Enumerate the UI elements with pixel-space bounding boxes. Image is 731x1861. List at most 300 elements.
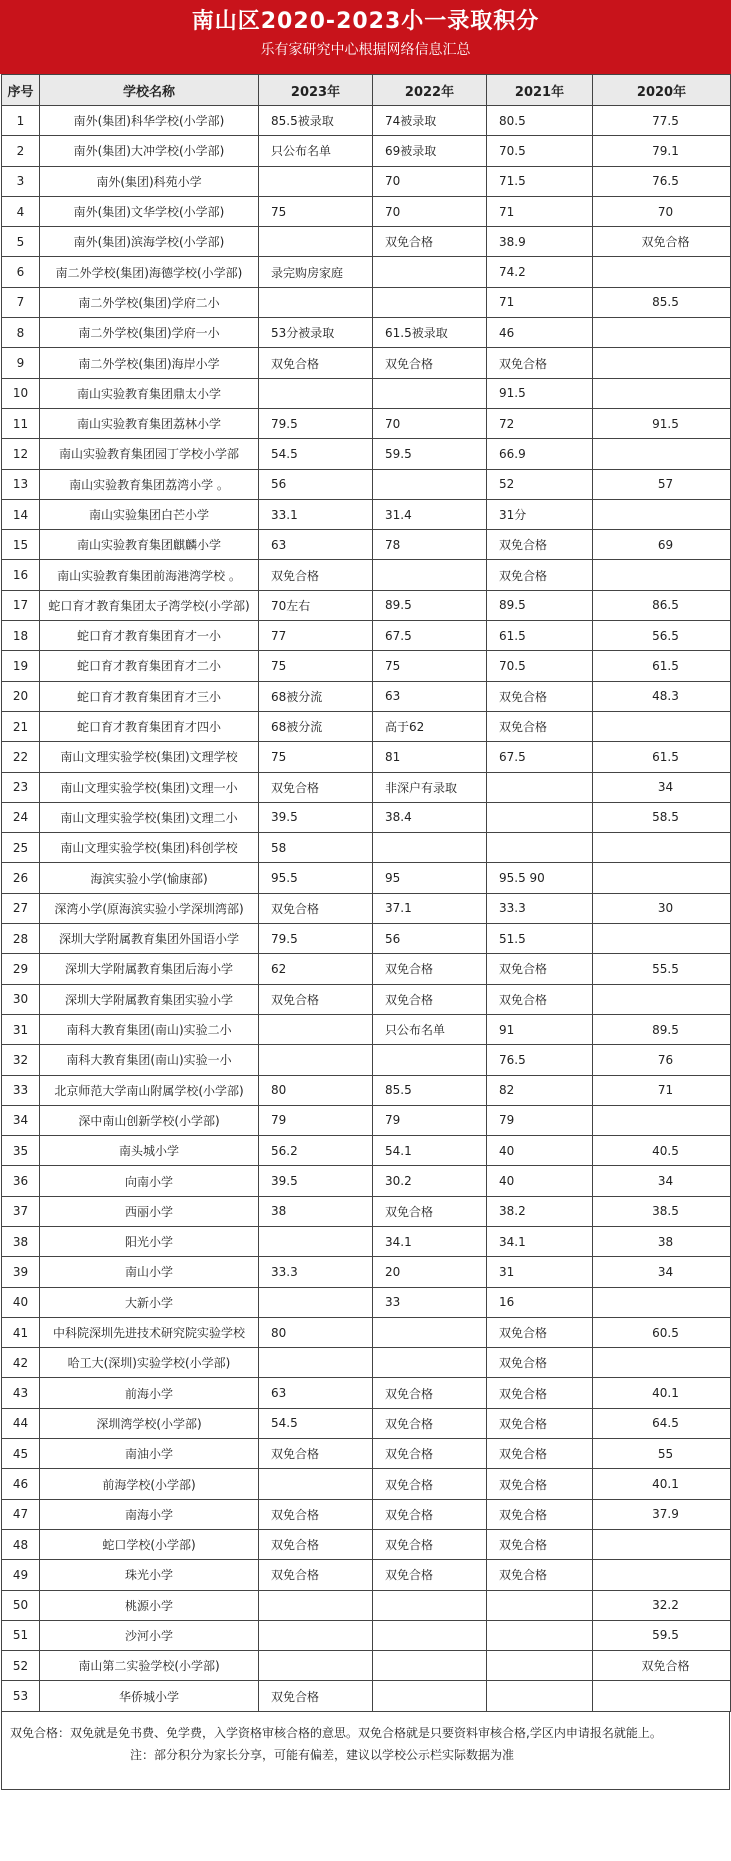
- cell-2022: 63: [373, 681, 487, 711]
- cell-2020: 34: [593, 1166, 731, 1196]
- cell-no: 37: [2, 1196, 40, 1226]
- cell-2023: 79.5: [259, 924, 373, 954]
- cell-2020: 30: [593, 893, 731, 923]
- cell-2020: 48.3: [593, 681, 731, 711]
- cell-2021: 71: [487, 287, 593, 317]
- table-row: [2, 833, 731, 863]
- table-row: [2, 439, 731, 469]
- cell-2022: [373, 1681, 487, 1711]
- cell-school: 南外(集团)文华学校(小学部): [40, 196, 259, 226]
- cell-2021: 双免合格: [487, 530, 593, 560]
- cell-school: 南山实验教育集团园丁学校小学部: [40, 439, 259, 469]
- table-row: [2, 1469, 731, 1499]
- cell-2023: 79.5: [259, 408, 373, 438]
- cell-no: 47: [2, 1499, 40, 1529]
- col-header-2023: 2023年: [259, 75, 373, 106]
- cell-2022: 69被录取: [373, 136, 487, 166]
- cell-2022: 只公布名单: [373, 1014, 487, 1044]
- cell-no: 46: [2, 1469, 40, 1499]
- cell-2020: 56.5: [593, 621, 731, 651]
- cell-school: 南山文理实验学校(集团)文理学校: [40, 742, 259, 772]
- cell-school: 深圳大学附属教育集团实验小学: [40, 984, 259, 1014]
- cell-school: 南油小学: [40, 1439, 259, 1469]
- cell-2021: [487, 772, 593, 802]
- cell-2021: 80.5: [487, 106, 593, 136]
- cell-school: 南二外学校(集团)学府二小: [40, 287, 259, 317]
- table-row: [2, 893, 731, 923]
- cell-2022: 双免合格: [373, 1529, 487, 1559]
- table-row: [2, 621, 731, 651]
- cell-school: 深湾小学(原海滨实验小学深圳湾部): [40, 893, 259, 923]
- cell-2020: [593, 1681, 731, 1711]
- cell-2021: 70.5: [487, 651, 593, 681]
- cell-2023: 双免合格: [259, 1681, 373, 1711]
- cell-2021: 双免合格: [487, 1469, 593, 1499]
- cell-2021: 31: [487, 1257, 593, 1287]
- table-row: [2, 711, 731, 741]
- cell-2021: 76.5: [487, 1045, 593, 1075]
- cell-no: 19: [2, 651, 40, 681]
- cell-2022: 67.5: [373, 621, 487, 651]
- cell-2021: 双免合格: [487, 1529, 593, 1559]
- table-row: [2, 106, 731, 136]
- cell-school: 南外(集团)科苑小学: [40, 166, 259, 196]
- cell-2021: 38.2: [487, 1196, 593, 1226]
- table-row: [2, 408, 731, 438]
- table-row: [2, 1257, 731, 1287]
- cell-school: 南山文理实验学校(集团)文理一小: [40, 772, 259, 802]
- cell-school: 哈工大(深圳)实验学校(小学部): [40, 1348, 259, 1378]
- cell-no: 6: [2, 257, 40, 287]
- cell-no: 24: [2, 802, 40, 832]
- cell-2023: 双免合格: [259, 772, 373, 802]
- cell-2021: 46: [487, 318, 593, 348]
- cell-2020: 55.5: [593, 954, 731, 984]
- cell-2023: [259, 1590, 373, 1620]
- cell-2022: 33: [373, 1287, 487, 1317]
- cell-no: 33: [2, 1075, 40, 1105]
- cell-2022: 61.5被录取: [373, 318, 487, 348]
- cell-school: 南头城小学: [40, 1136, 259, 1166]
- cell-school: 蛇口学校(小学部): [40, 1529, 259, 1559]
- cell-no: 9: [2, 348, 40, 378]
- cell-no: 38: [2, 1226, 40, 1256]
- cell-2023: [259, 287, 373, 317]
- cell-2020: 86.5: [593, 590, 731, 620]
- cell-2023: [259, 1348, 373, 1378]
- cell-school: 深圳湾学校(小学部): [40, 1408, 259, 1438]
- cell-school: 蛇口育才教育集团育才三小: [40, 681, 259, 711]
- cell-2023: 双免合格: [259, 1529, 373, 1559]
- cell-school: 深中南山创新学校(小学部): [40, 1105, 259, 1135]
- footer-notes: [1, 1712, 730, 1790]
- cell-2021: 52: [487, 469, 593, 499]
- cell-2020: 60.5: [593, 1317, 731, 1347]
- cell-2023: [259, 1469, 373, 1499]
- cell-2022: 双免合格: [373, 1439, 487, 1469]
- table-row: [2, 1651, 731, 1681]
- table-row: [2, 560, 731, 590]
- cell-2021: 双免合格: [487, 1348, 593, 1378]
- cell-2023: 录完购房家庭: [259, 257, 373, 287]
- cell-no: 11: [2, 408, 40, 438]
- table-row: [2, 1166, 731, 1196]
- cell-2023: 79: [259, 1105, 373, 1135]
- cell-2020: 77.5: [593, 106, 731, 136]
- cell-2023: 38: [259, 1196, 373, 1226]
- cell-no: 7: [2, 287, 40, 317]
- cell-school: 沙河小学: [40, 1620, 259, 1650]
- table-row: [2, 590, 731, 620]
- cell-school: 蛇口育才教育集团育才一小: [40, 621, 259, 651]
- table-row: [2, 1287, 731, 1317]
- col-header-school: 学校名称: [40, 75, 259, 106]
- cell-2022: 双免合格: [373, 348, 487, 378]
- cell-no: 28: [2, 924, 40, 954]
- cell-2020: 58.5: [593, 802, 731, 832]
- cell-2021: [487, 833, 593, 863]
- cell-2022: 30.2: [373, 1166, 487, 1196]
- cell-2020: 40.1: [593, 1469, 731, 1499]
- cell-2022: [373, 287, 487, 317]
- cell-2021: 79: [487, 1105, 593, 1135]
- cell-no: 40: [2, 1287, 40, 1317]
- header-banner: [0, 0, 731, 74]
- col-header-2020: 2020年: [593, 75, 731, 106]
- cell-school: 南科大教育集团(南山)实验二小: [40, 1014, 259, 1044]
- cell-no: 5: [2, 227, 40, 257]
- cell-2020: 32.2: [593, 1590, 731, 1620]
- table-row: [2, 348, 731, 378]
- table-row: [2, 318, 731, 348]
- cell-school: 华侨城小学: [40, 1681, 259, 1711]
- cell-school: 南科大教育集团(南山)实验一小: [40, 1045, 259, 1075]
- cell-2020: [593, 711, 731, 741]
- cell-no: 53: [2, 1681, 40, 1711]
- cell-2023: 39.5: [259, 1166, 373, 1196]
- cell-school: 南山实验教育集团前海港湾学校 。: [40, 560, 259, 590]
- cell-2020: 85.5: [593, 287, 731, 317]
- cell-school: 海滨实验小学(愉康部): [40, 863, 259, 893]
- cell-no: 25: [2, 833, 40, 863]
- cell-2021: 71: [487, 196, 593, 226]
- cell-2023: 双免合格: [259, 1499, 373, 1529]
- table-row: [2, 287, 731, 317]
- cell-2021: 双免合格: [487, 711, 593, 741]
- table-row: [2, 1439, 731, 1469]
- cell-2022: [373, 1045, 487, 1075]
- cell-school: 南二外学校(集团)海德学校(小学部): [40, 257, 259, 287]
- cell-2021: [487, 1681, 593, 1711]
- cell-2023: [259, 166, 373, 196]
- cell-2020: 69: [593, 530, 731, 560]
- cell-2022: 双免合格: [373, 1196, 487, 1226]
- cell-2021: [487, 1651, 593, 1681]
- cell-2020: 38.5: [593, 1196, 731, 1226]
- cell-2022: 31.4: [373, 499, 487, 529]
- cell-no: 12: [2, 439, 40, 469]
- cell-2020: [593, 1529, 731, 1559]
- table-row: [2, 1014, 731, 1044]
- cell-2022: 85.5: [373, 1075, 487, 1105]
- cell-2023: 33.1: [259, 499, 373, 529]
- cell-school: 阳光小学: [40, 1226, 259, 1256]
- page-title: 南山区2020-2023小一录取积分: [191, 9, 540, 34]
- cell-2022: 75: [373, 651, 487, 681]
- cell-2022: 双免合格: [373, 954, 487, 984]
- table-row: [2, 166, 731, 196]
- cell-2021: 66.9: [487, 439, 593, 469]
- cell-2023: 63: [259, 530, 373, 560]
- cell-2023: 62: [259, 954, 373, 984]
- scores-table: [1, 74, 731, 1712]
- cell-2023: 75: [259, 742, 373, 772]
- cell-2021: 95.5 90: [487, 863, 593, 893]
- cell-2020: 55: [593, 1439, 731, 1469]
- cell-school: 北京师范大学南山附属学校(小学部): [40, 1075, 259, 1105]
- cell-school: 南外(集团)滨海学校(小学部): [40, 227, 259, 257]
- cell-2021: 70.5: [487, 136, 593, 166]
- cell-2021: 34.1: [487, 1226, 593, 1256]
- cell-2021: 91: [487, 1014, 593, 1044]
- table-row: [2, 1378, 731, 1408]
- cell-2021: 31分: [487, 499, 593, 529]
- cell-school: 南二外学校(集团)学府一小: [40, 318, 259, 348]
- cell-2020: 61.5: [593, 742, 731, 772]
- cell-2023: 双免合格: [259, 984, 373, 1014]
- cell-2023: 54.5: [259, 1408, 373, 1438]
- table-row: [2, 1226, 731, 1256]
- cell-school: 桃源小学: [40, 1590, 259, 1620]
- cell-no: 2: [2, 136, 40, 166]
- col-header-2021: 2021年: [487, 75, 593, 106]
- cell-2023: [259, 1620, 373, 1650]
- cell-no: 42: [2, 1348, 40, 1378]
- cell-2020: [593, 924, 731, 954]
- cell-no: 16: [2, 560, 40, 590]
- cell-2020: 38: [593, 1226, 731, 1256]
- cell-2023: 双免合格: [259, 560, 373, 590]
- table-row: [2, 681, 731, 711]
- table-row: [2, 1560, 731, 1590]
- cell-2023: [259, 1651, 373, 1681]
- cell-2022: [373, 1620, 487, 1650]
- cell-2020: [593, 1105, 731, 1135]
- cell-no: 51: [2, 1620, 40, 1650]
- cell-2022: 双免合格: [373, 1560, 487, 1590]
- cell-2020: 64.5: [593, 1408, 731, 1438]
- cell-school: 南外(集团)科华学校(小学部): [40, 106, 259, 136]
- cell-school: 蛇口育才教育集团育才二小: [40, 651, 259, 681]
- cell-2021: 双免合格: [487, 1408, 593, 1438]
- cell-2023: 75: [259, 196, 373, 226]
- cell-no: 21: [2, 711, 40, 741]
- cell-no: 34: [2, 1105, 40, 1135]
- cell-2021: 双免合格: [487, 560, 593, 590]
- cell-no: 4: [2, 196, 40, 226]
- cell-2022: 54.1: [373, 1136, 487, 1166]
- cell-school: 南山实验教育集团荔湾小学 。: [40, 469, 259, 499]
- table-row: [2, 1529, 731, 1559]
- table-row: [2, 924, 731, 954]
- cell-2021: 双免合格: [487, 984, 593, 1014]
- cell-school: 蛇口育才教育集团太子湾学校(小学部): [40, 590, 259, 620]
- cell-2022: [373, 560, 487, 590]
- cell-2022: 81: [373, 742, 487, 772]
- cell-2020: [593, 378, 731, 408]
- cell-school: 南山文理实验学校(集团)文理二小: [40, 802, 259, 832]
- cell-2020: 双免合格: [593, 227, 731, 257]
- cell-no: 27: [2, 893, 40, 923]
- cell-2021: 91.5: [487, 378, 593, 408]
- table-row: [2, 802, 731, 832]
- col-header-2022: 2022年: [373, 75, 487, 106]
- cell-2021: 40: [487, 1166, 593, 1196]
- table-row: [2, 742, 731, 772]
- table-row: [2, 1317, 731, 1347]
- cell-no: 26: [2, 863, 40, 893]
- cell-2022: [373, 257, 487, 287]
- cell-school: 中科院深圳先进技术研究院实验学校: [40, 1317, 259, 1347]
- cell-2023: 双免合格: [259, 1439, 373, 1469]
- cell-school: 南外(集团)大冲学校(小学部): [40, 136, 259, 166]
- cell-school: 南二外学校(集团)海岸小学: [40, 348, 259, 378]
- cell-2022: 78: [373, 530, 487, 560]
- cell-2022: [373, 378, 487, 408]
- table-row: [2, 257, 731, 287]
- cell-no: 32: [2, 1045, 40, 1075]
- cell-2023: 95.5: [259, 863, 373, 893]
- cell-2022: 95: [373, 863, 487, 893]
- cell-2021: 72: [487, 408, 593, 438]
- cell-2023: [259, 378, 373, 408]
- cell-2020: 89.5: [593, 1014, 731, 1044]
- table-row: [2, 651, 731, 681]
- cell-2020: [593, 984, 731, 1014]
- cell-2022: 高于62: [373, 711, 487, 741]
- cell-2020: 71: [593, 1075, 731, 1105]
- cell-2020: [593, 318, 731, 348]
- cell-2021: 51.5: [487, 924, 593, 954]
- cell-2023: 68被分流: [259, 711, 373, 741]
- cell-no: 45: [2, 1439, 40, 1469]
- cell-2021: 16: [487, 1287, 593, 1317]
- cell-2023: 双免合格: [259, 1560, 373, 1590]
- cell-2021: 双免合格: [487, 1378, 593, 1408]
- table-row: [2, 1408, 731, 1438]
- cell-2021: 双免合格: [487, 954, 593, 984]
- cell-2020: [593, 560, 731, 590]
- cell-2020: [593, 257, 731, 287]
- cell-2021: 双免合格: [487, 681, 593, 711]
- cell-2021: 67.5: [487, 742, 593, 772]
- cell-2023: 63: [259, 1378, 373, 1408]
- table-row: [2, 954, 731, 984]
- cell-2020: [593, 863, 731, 893]
- cell-2022: 70: [373, 408, 487, 438]
- cell-2023: 68被分流: [259, 681, 373, 711]
- cell-2023: 54.5: [259, 439, 373, 469]
- cell-no: 36: [2, 1166, 40, 1196]
- cell-2022: 双免合格: [373, 1499, 487, 1529]
- table-row: [2, 1348, 731, 1378]
- table-row: [2, 530, 731, 560]
- cell-2022: [373, 1590, 487, 1620]
- cell-2020: [593, 1287, 731, 1317]
- cell-no: 48: [2, 1529, 40, 1559]
- cell-2022: 双免合格: [373, 227, 487, 257]
- cell-no: 39: [2, 1257, 40, 1287]
- table-row: [2, 1045, 731, 1075]
- table-row: [2, 499, 731, 529]
- cell-no: 49: [2, 1560, 40, 1590]
- cell-no: 43: [2, 1378, 40, 1408]
- cell-2020: [593, 833, 731, 863]
- cell-2023: 双免合格: [259, 348, 373, 378]
- cell-no: 17: [2, 590, 40, 620]
- cell-school: 南海小学: [40, 1499, 259, 1529]
- cell-school: 前海小学: [40, 1378, 259, 1408]
- cell-2023: [259, 1226, 373, 1256]
- cell-no: 8: [2, 318, 40, 348]
- cell-2023: 只公布名单: [259, 136, 373, 166]
- cell-school: 南山小学: [40, 1257, 259, 1287]
- cell-school: 前海学校(小学部): [40, 1469, 259, 1499]
- cell-school: 南山实验教育集团麒麟小学: [40, 530, 259, 560]
- cell-no: 50: [2, 1590, 40, 1620]
- page-subtitle: 乐有家研究中心根据网络信息汇总: [260, 42, 471, 58]
- cell-2021: 74.2: [487, 257, 593, 287]
- cell-no: 14: [2, 499, 40, 529]
- cell-no: 10: [2, 378, 40, 408]
- cell-2021: 双免合格: [487, 1499, 593, 1529]
- col-header-no: 序号: [2, 75, 40, 106]
- cell-school: 蛇口育才教育集团育才四小: [40, 711, 259, 741]
- cell-2023: 70左右: [259, 590, 373, 620]
- table-row: [2, 1075, 731, 1105]
- cell-2023: [259, 227, 373, 257]
- cell-school: 南山实验集团白芒小学: [40, 499, 259, 529]
- cell-no: 18: [2, 621, 40, 651]
- table-header-row: [2, 75, 731, 106]
- cell-2023: 53分被录取: [259, 318, 373, 348]
- cell-2023: 80: [259, 1075, 373, 1105]
- cell-2022: 74被录取: [373, 106, 487, 136]
- cell-2022: 79: [373, 1105, 487, 1135]
- cell-2021: 89.5: [487, 590, 593, 620]
- cell-school: 西丽小学: [40, 1196, 259, 1226]
- cell-2020: [593, 1560, 731, 1590]
- cell-2022: [373, 1317, 487, 1347]
- cell-no: 31: [2, 1014, 40, 1044]
- cell-2022: 34.1: [373, 1226, 487, 1256]
- cell-school: 深圳大学附属教育集团后海小学: [40, 954, 259, 984]
- cell-2020: [593, 499, 731, 529]
- cell-2022: 70: [373, 196, 487, 226]
- cell-no: 23: [2, 772, 40, 802]
- table-row: [2, 1499, 731, 1529]
- cell-2020: 70: [593, 196, 731, 226]
- cell-2021: 38.9: [487, 227, 593, 257]
- cell-2021: [487, 1620, 593, 1650]
- cell-2021: 双免合格: [487, 1317, 593, 1347]
- cell-2020: 59.5: [593, 1620, 731, 1650]
- cell-2020: 76.5: [593, 166, 731, 196]
- cell-2020: 34: [593, 772, 731, 802]
- cell-school: 向南小学: [40, 1166, 259, 1196]
- cell-2022: 37.1: [373, 893, 487, 923]
- cell-2023: 58: [259, 833, 373, 863]
